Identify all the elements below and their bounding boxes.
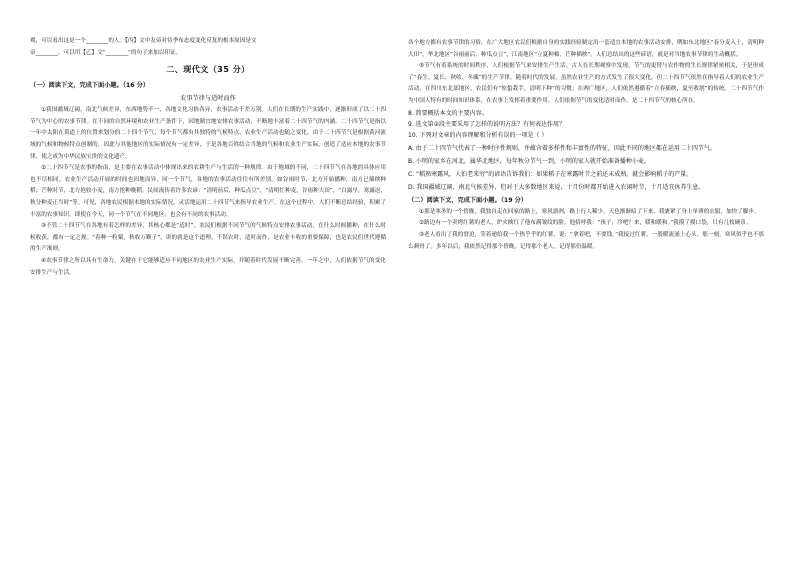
question-10: 10. 下列对文章的内容理解和分析有误的一项是（ ） [408, 132, 548, 140]
story-paragraph-2: ②路边有一个卖烤红薯的老人，炉火映红了他布满皱纹的脸。他招呼我：“孩子，冷吧？来，暖和暖和。”我摸了摸口袋，只有几枚硬币。 [419, 220, 752, 227]
story-paragraph-1: ①那是寒冬的一个傍晚，我独自走在回家的路上，寒风凛冽，路上行人稀少，天色渐渐暗了下来。我裹紧了身上单薄的衣服，加快了脚步。 [419, 208, 760, 215]
article-title: 农事节律与适时而作 [180, 95, 236, 103]
right-column [408, 38, 764, 253]
paragraph-2: ②二十四节气是农事的指南，是主要在农事活动中体现出来的农耕生产与生活的一种规律。由于地域的不同，二十四节气在各地的具体应用也不尽相同。农业生产活动开展的时间也因地而异，同一个节气，各地的农事活动往往有所差别。如谷雨时节，北方开始播种，南方已插秧种稻；芒种时节，北方抢收小麦，南方抢种晚稻。民间流传着许多农谚：“清明前后，种瓜点豆”，“清明忙种麦，谷雨种大田”，“白露早，寒露迟，秋分种麦正当时”等。可见，各地农民根据本地的实际情况，灵活地运用二十四节气来指导农业生产。在这个过程中，人们不断总结经验，积累了丰富的农事知识。即使在今天，同一个节气在不同地区，也会有不同的农事活动。 [30, 165, 386, 218]
paragraph-3: ③不管二十四节气在各地有着怎样的差异，其核心都是“适时”。农民们根据不同节气的气候特点安排农事活动，在什么时候播种，在什么时候收获，都有一定之规。“春种一粒粟，秋收万颗子”，讲的就是这个道理。不误农时，适时而作，是农业丰收的重要保障，也是农民们世代遵循的生产准则。 [30, 223, 386, 253]
option-d: D. 我国疆域辽阔，南北气候差异，但对于大多数地区来说，十月份时都开始进入农闲时节，十月适宜休养生息。 [408, 183, 705, 191]
subsection-title: （一）阅读下文，完成下面小题。（16 分） [30, 82, 150, 90]
option-c: C. “稻熟寒露风，人怕老来穷”的谚语告诉我们：如果稻子在寒露时节之前还未成熟，就会影响稻子的产量。 [408, 170, 693, 178]
top-line-1: 观，可以看出这是一个________的人。【丙】文中友帝对待季布态度变化反复的根本原因是文 [30, 38, 257, 44]
right-paragraph-2: ⑤节气有着系统的时间秩序，人们根据节气来安排生产生活。古人在长期观察中发现，节气的更替与农作物的生长规律紧密相关，于是形成了“春生、夏长、秋收、冬藏”的生产节律。随着时代的发展，虽然农业生产的方式发生了很大变化，但二十四节气依然在指导着人们的农业生产活动。在四川东北部地区，农民们有“惊蛰栽芋，清明下种”的习惯；在两广地区，人们依然遵循着“立春插秧，夏至收割”的传统。二十四节气作为中国人特有的时间知识体系，在农事上发挥着重要作用。人们依据节气的变化适时而作，是二十四节气的核心所在。 [408, 63, 764, 104]
left-column [30, 36, 386, 279]
option-a: A. 由于二十四节气代表了一种时序性规则，并蕴含着多样性和丰富性的特征，因此不同的地区都在运用二十四节气。 [408, 144, 716, 152]
subsection-2-title: （二）阅读下文，完成下面小题。（19 分） [408, 196, 528, 204]
question-9: 9. 选文第②段主要采用了怎样的说明方法？有何表达作用？ [408, 120, 566, 128]
paragraph-1: ①我国疆域辽阔，南北气候差异，东西地势不一，各地文化习俗各异，农事活动千差万别。人们在长期的生产实践中，逐渐形成了以二十四节气为中心的农事节律。在不同的自然环境和农业生产条件下，因地制宜地安排农事活动，不断地丰富着二十四节气的内涵。二十四节气是指以一年中太阳在黄道上的位置来划分的二十四个节气，每个节气都有其独特的气候特点，农业生产活动也随之变化。由于二十四节气是根据黄河流域的气候和物候特点创制的，因此与其他地区的实际情况有一定差异，于是各地百姓结合当地的气候和农业生产实际，创造了适应本地的农事节律，使之成为中华民族宝贵的文化遗产。 [30, 107, 386, 160]
question-8: 8. 简要概括本文的主要内容。 [408, 109, 488, 117]
right-paragraph-1: 各个地方都有农事节律的习俗，在广大地区农民们根据自身的实践经验制定出一套适宜本地的农事活动安排，例如东北地区“春分麦入土，清明种大田”，华北地区“谷雨前后，种瓜点豆”，江南地区“立夏种棉，芒种插秧”。人们总结出的这些谚语，就是对当地农事节律的生动概括。 [408, 40, 764, 58]
paragraph-4: ④农事节律之所以具有生命力，关键在于它能够适应不同地区的农业生产实际，并随着时代发展不断完善。一年之中，人们依据节气的变化安排生产与生活。 [30, 257, 386, 276]
top-line-2: 帝________，可以用【乙】文“________”的句子来加以印证。 [30, 49, 182, 56]
section-header: 二、现代文（35 分） [166, 65, 250, 75]
option-b: B. 小明的家乡在河北，属华北地区，每年秋分节气一到，小明的家人就开始准备播种小麦。 [408, 157, 650, 165]
story-paragraph-3: ③老人看出了我的窘迫，笑着递给我一个热乎乎的红薯，说：“拿着吧，不要钱。”我接过红薯，一股暖流涌上心头。那一刻，寒风似乎也不那么刺骨了。多年以后，我依然记得那个傍晚，记得那个老人，记得那份温暖。 [408, 231, 764, 250]
